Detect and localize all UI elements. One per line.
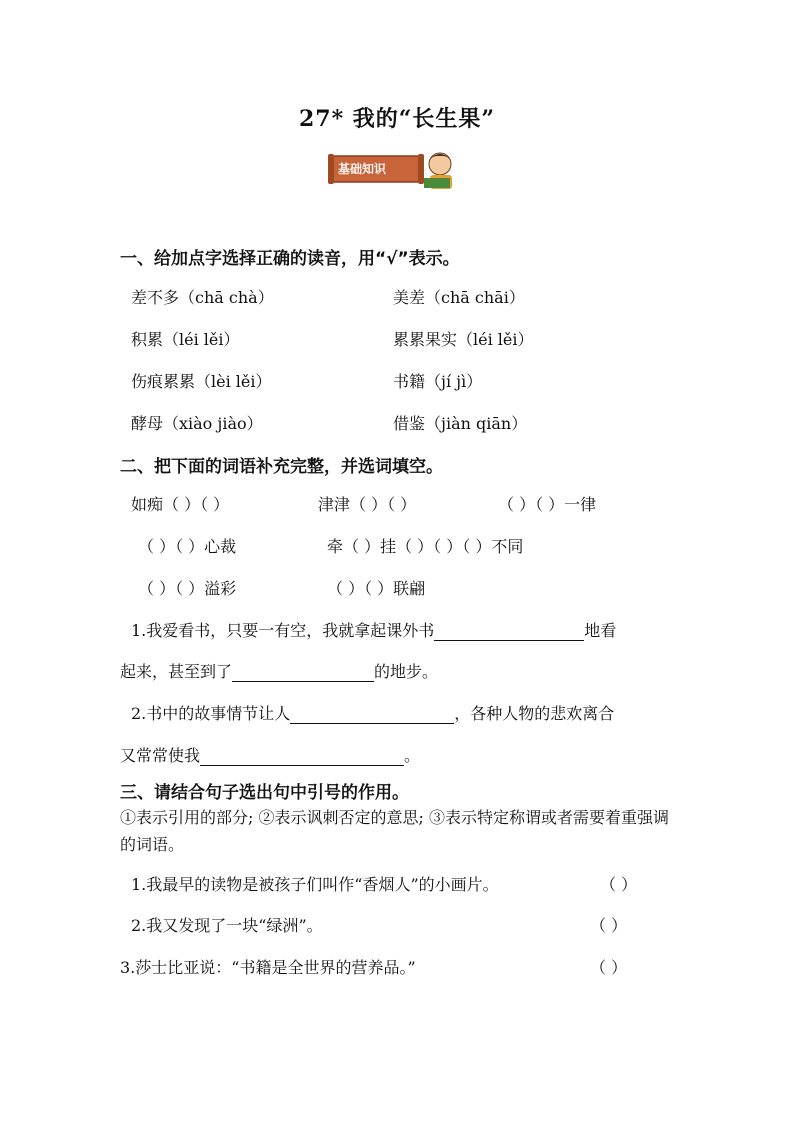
section3-heading: 三、请结合句子选出句中引号的作用。 [120, 783, 409, 803]
idiom-4: （ ）（ ）心裁 [138, 537, 237, 556]
q2-blank-2[interactable] [200, 747, 404, 766]
q1-text-d: 的地步。 [374, 662, 439, 681]
s3-paren-3[interactable]: （ ） [590, 958, 628, 977]
idiom-2: 津津（ ）（ ） [318, 495, 417, 514]
s1-item-3: 积累（léi lěi） [131, 330, 240, 349]
page-title: 27* 我的“长生果” [298, 106, 496, 132]
idiom-5: 牵（ ）挂（ ）（ ）（ ）不同 [327, 537, 524, 556]
q1-text-b: 地看 [584, 621, 617, 640]
s3-paren-1[interactable]: （ ） [600, 875, 638, 894]
idiom-1: 如痴（ ）（ ） [131, 495, 230, 514]
q1-blank-2[interactable] [232, 663, 374, 682]
q2-text-b: ，各种人物的悲欢离合 [454, 704, 615, 723]
s3-item-2: 2.我又发现了一块“绿洲”。 [131, 916, 323, 935]
idiom-3: （ ）（ ）一律 [498, 495, 597, 514]
banner-label: 基础知识 [338, 162, 387, 176]
s1-item-8: 借鉴（jiàn qiān） [393, 414, 528, 433]
q1-blank-1[interactable] [434, 622, 584, 641]
q2-line1 [131, 701, 614, 724]
q2-text-c: 又常常使我 [120, 746, 201, 765]
q1-text-a: 1.我爱看书，只要一有空，我就拿起课外书 [131, 621, 435, 640]
q2-text-a: 2.书中的故事情节让人 [131, 704, 291, 723]
idiom-6: （ ）（ ）溢彩 [138, 579, 237, 598]
s1-item-6: 书籍（jí jì） [393, 372, 483, 391]
idiom-7: （ ）（ ）联翩 [327, 579, 426, 598]
s3-item-1: 1.我最早的读物是被孩子们叫作“香烟人”的小画片。 [131, 875, 499, 894]
s1-item-5: 伤痕累累（lèi lěi） [131, 372, 272, 391]
section1-heading: 一、给加点字选择正确的读音，用“√”表示。 [120, 249, 460, 269]
s1-item-2: 美差（chā chāi） [393, 288, 525, 307]
q2-text-d: 。 [404, 746, 421, 765]
s1-item-4: 累累果实（léi lěi） [393, 330, 534, 349]
section2-heading: 二、把下面的词语补充完整，并选词填空。 [120, 457, 443, 477]
q2-line2 [120, 743, 420, 766]
s1-item-7: 酵母（xiào jiào） [131, 414, 263, 433]
q2-blank-1[interactable] [290, 705, 454, 724]
q1-line2 [120, 659, 438, 682]
q1-text-c: 起来，甚至到了 [120, 662, 233, 681]
s3-paren-2[interactable]: （ ） [590, 916, 628, 935]
s3-item-3: 3.莎士比亚说：“书籍是全世界的营养品。” [120, 958, 416, 977]
s1-item-1: 差不多（chā chà） [131, 288, 274, 307]
q1-line1 [131, 618, 616, 641]
section3-intro: ①表示引用的部分; ②表示讽刺否定的意思; ③表示特定称谓或者需要着重强调的词语。 [120, 808, 669, 854]
